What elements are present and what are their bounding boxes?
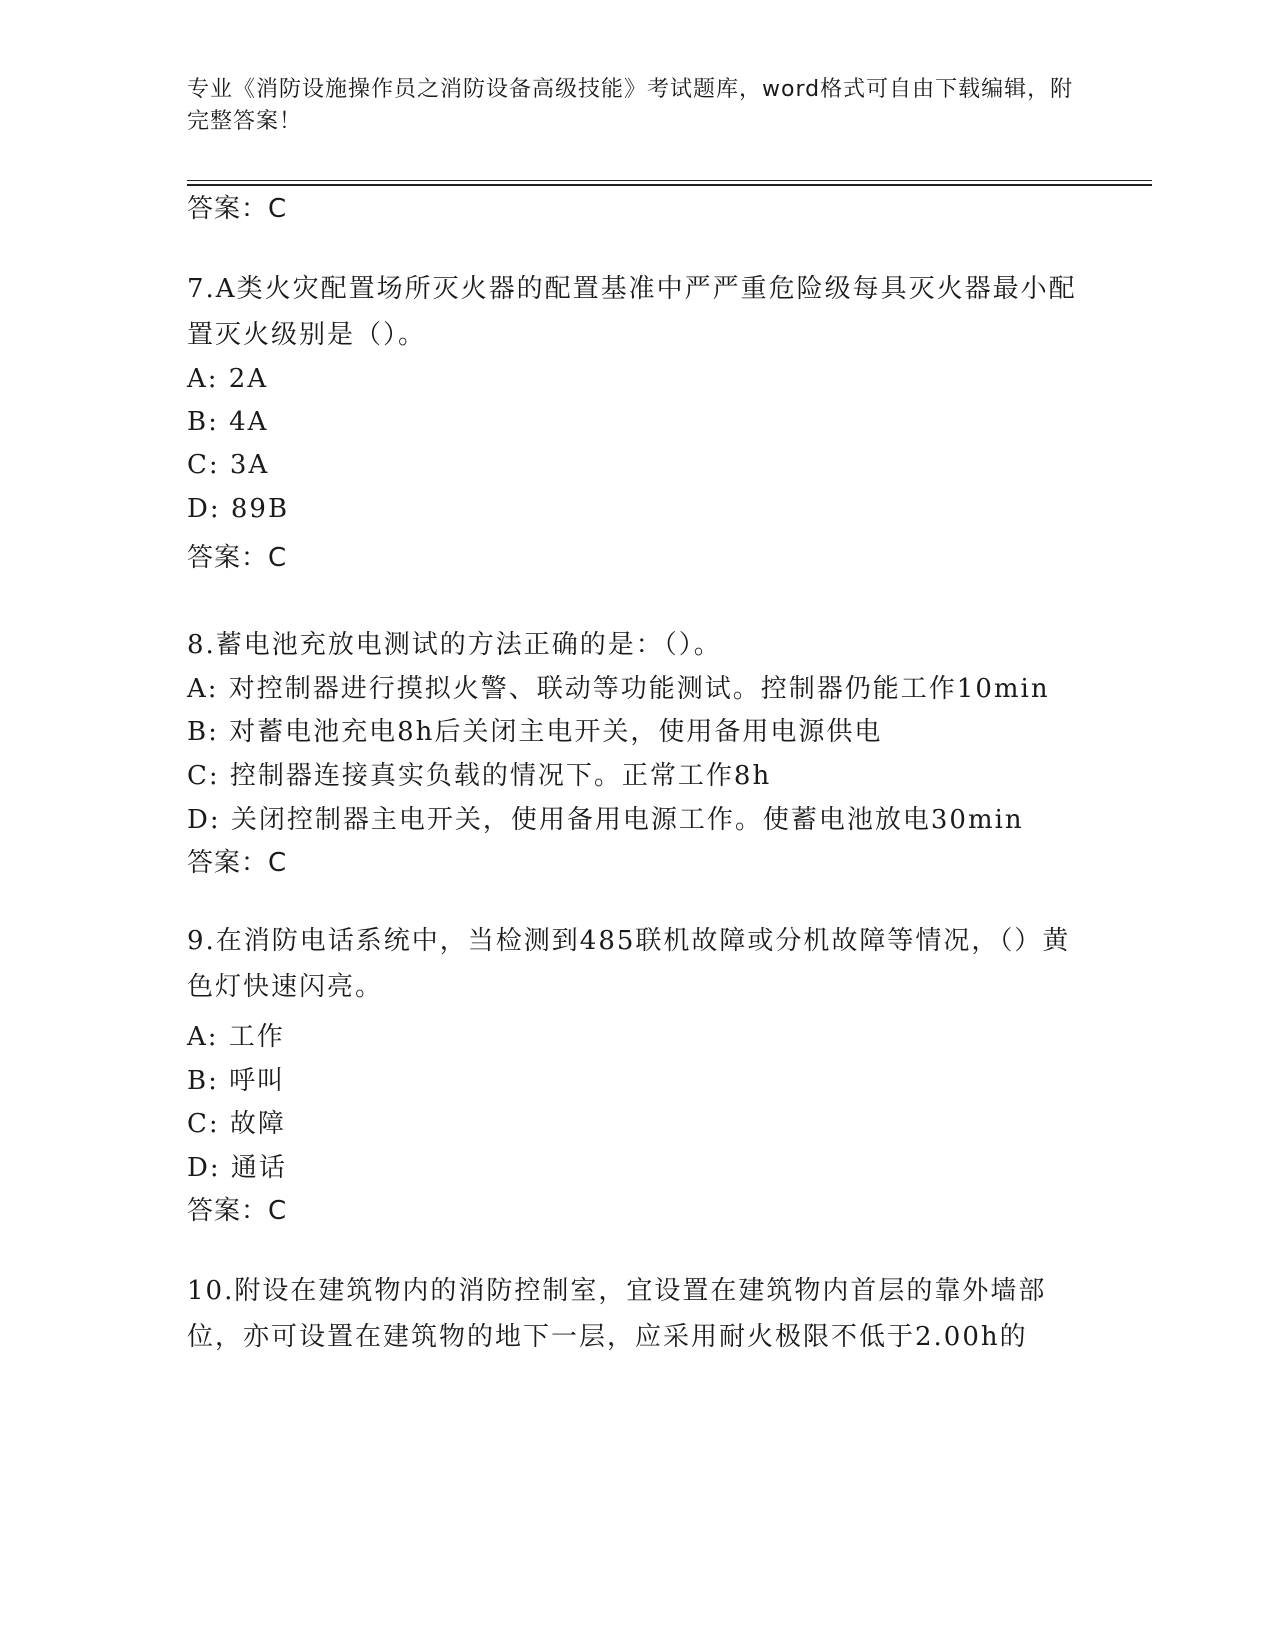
document-header: 专业《消防设施操作员之消防设备高级技能》考试题库，word格式可自由下载编辑，附完整答案！ [187, 77, 1074, 134]
question-9-option-d: D: 通话 [187, 1153, 287, 1183]
question-9-option-b: B: 呼叫 [187, 1066, 286, 1096]
question-9-option-a: A: 工作 [187, 1022, 285, 1052]
question-8-option-d: D: 关闭控制器主电开关，使用备用电源工作。使蓄电池放电30min [187, 805, 1024, 835]
question-8-option-c: C: 控制器连接真实负载的情况下。正常工作8h [187, 761, 772, 791]
question-7-option-d: D: 89B [187, 494, 290, 524]
question-7-option-b: B: 4A [187, 407, 269, 437]
question-8-option-a: A: 对控制器进行摸拟火警、联动等功能测试。控制器仍能工作10min [187, 674, 1050, 704]
answer-9: 答案：C [187, 1196, 288, 1226]
question-8-text: 8.蓄电池充放电测试的方法正确的是：（）。 [187, 630, 722, 660]
question-10-text: 10.附设在建筑物内的消防控制室，宜设置在建筑物内首层的靠外墙部位，亦可设置在建筑物的地下一层，应采用耐火极限不低于2.00h的 [187, 1276, 1047, 1352]
answer-6: 答案：C [187, 194, 288, 224]
answer-8: 答案：C [187, 848, 288, 878]
question-9-text: 9.在消防电话系统中，当检测到485联机故障或分机故障等情况，（）黄色灯快速闪亮。 [187, 926, 1071, 1002]
question-8-option-b: B: 对蓄电池充电8h后关闭主电开关，使用备用电源供电 [187, 717, 883, 747]
question-7-option-c: C: 3A [187, 450, 270, 480]
question-9-option-c: C: 故障 [187, 1109, 286, 1139]
header-divider-thick [187, 184, 1152, 186]
answer-7: 答案：C [187, 543, 288, 573]
question-7-text: 7.A类火灾配置场所灭火器的配置基准中严严重危险级每具灭火器最小配置灭火级别是（）。 [187, 274, 1077, 350]
header-divider [187, 180, 1152, 181]
question-7-option-a: A: 2A [187, 364, 269, 394]
